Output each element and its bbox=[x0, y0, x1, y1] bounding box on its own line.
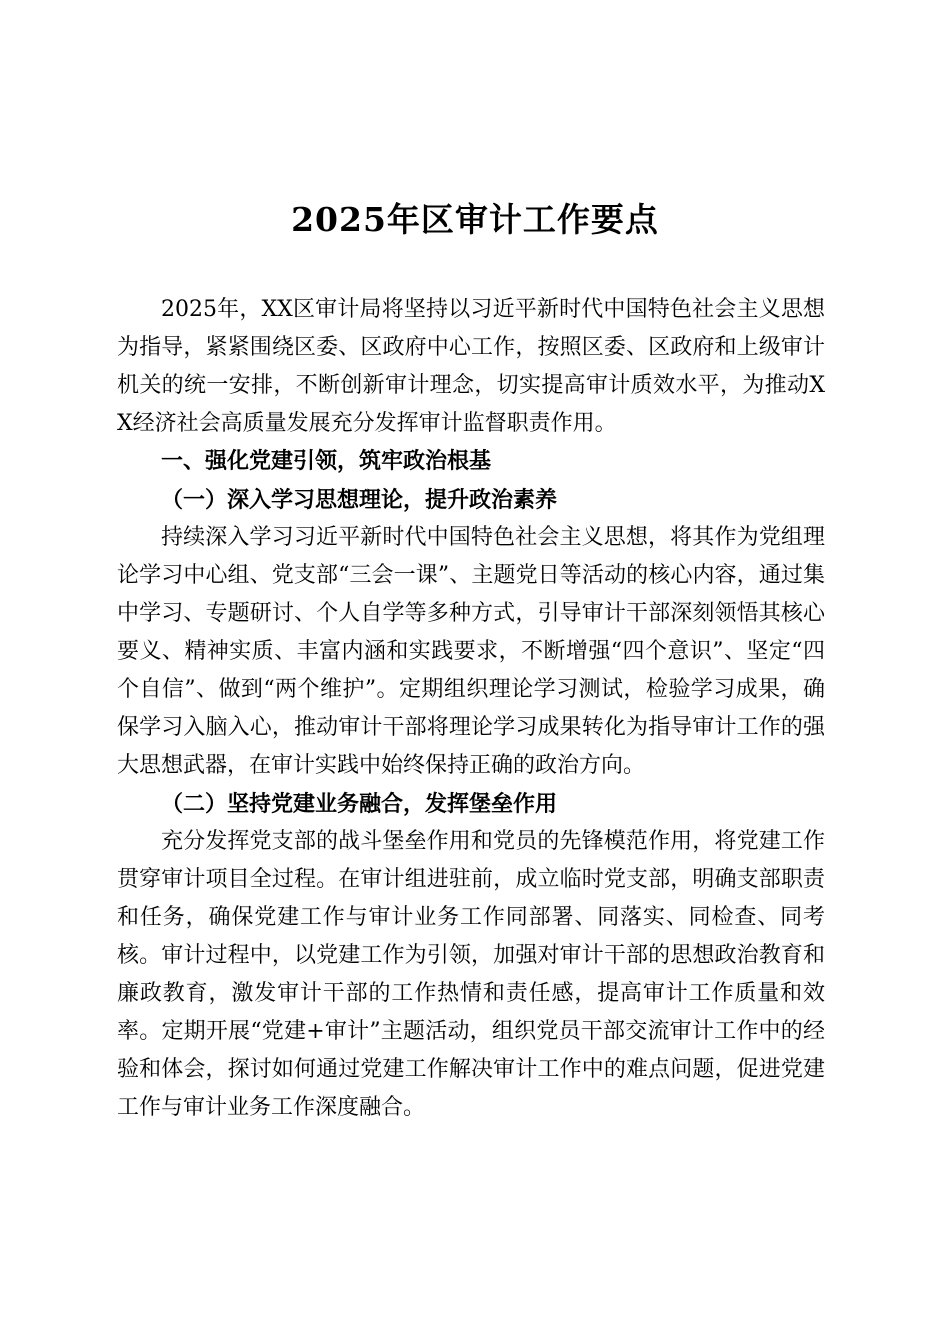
intro-paragraph: 2025年，XX区审计局将坚持以习近平新时代中国特色社会主义思想为指导，紧紧围绕区委、区政府中心工作，按照区委、区政府和上级审计机关的统一安排，不断创新审计理念，切实提高审计质效水平，为推动XX经济社会高质量发展充分发挥审计监督职责作用。 bbox=[117, 297, 825, 436]
subsection-2-paragraph: 充分发挥党支部的战斗堡垒作用和党员的先锋模范作用，将党建工作贯穿审计项目全过程。在审计组进驻前，成立临时党支部，明确支部职责和任务，确保党建工作与审计业务工作同部署、同落实、同检查、同考核。审计过程中，以党建工作为引领，加强对审计干部的思想政治教育和廉政教育，激发审计干部的工作热情和责任感，提高审计工作质量和效率。定期开展“党建+审计”主题活动，组织党员干部交流审计工作中的经验和体会，探讨如何通过党建工作解决审计工作中的难点问题，促进党建工作与审计业务工作深度融合。 bbox=[117, 829, 825, 1120]
document-title: 2025年区审计工作要点 bbox=[291, 200, 659, 239]
subsection-1-paragraph: 持续深入学习习近平新时代中国特色社会主义思想，将其作为党组理论学习中心组、党支部“三会一课”、主题党日等活动的核心内容，通过集中学习、专题研讨、个人自学等多种方式，引导审计干部深刻领悟其核心要义、精神实质、丰富内涵和实践要求，不断增强“四个意识”、坚定“四个自信”、做到“两个维护”。定期组织理论学习测试，检验学习成果，确保学习入脑入心，推动审计干部将理论学习成果转化为指导审计工作的强大思想武器，在审计实践中始终保持正确的政治方向。 bbox=[117, 525, 825, 778]
subsection-2-heading: （二）坚持党建业务融合，发挥堡垒作用 bbox=[161, 791, 558, 817]
subsection-1-heading: （一）深入学习思想理论，提升政治素养 bbox=[161, 487, 558, 513]
document-body bbox=[117, 291, 825, 1127]
section-1-heading: 一、强化党建引领，筑牢政治根基 bbox=[161, 449, 492, 474]
